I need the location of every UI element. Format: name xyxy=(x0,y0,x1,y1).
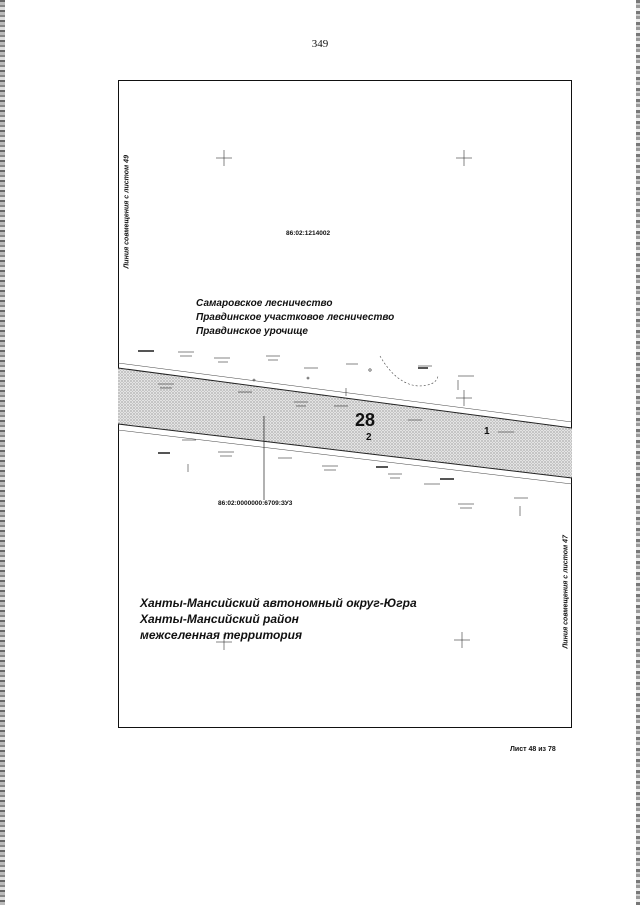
point-number-2: 2 xyxy=(366,432,372,443)
territory-label: межселенная территория xyxy=(140,628,303,642)
scan-edge-left xyxy=(0,0,5,905)
region-label: Ханты-Мансийский автономный округ-Югра xyxy=(140,596,417,610)
forestry-label: Самаровское лесничество xyxy=(196,298,333,309)
tract-label: Правдинское урочище xyxy=(196,326,308,337)
quarter-parcel-label: 86:02:1214002 xyxy=(286,230,331,237)
corridor-band xyxy=(118,368,572,478)
forest-boundary xyxy=(380,356,438,386)
sheet-footer: Лист 48 из 78 xyxy=(510,746,556,753)
point-number-1: 1 xyxy=(484,426,490,437)
plot-number: 28 xyxy=(355,410,376,430)
edge-label-left: Линия совмещения с листом 49 xyxy=(123,155,131,269)
edge-label-right: Линия совмещения с листом 47 xyxy=(562,535,570,649)
district-forestry-label: Правдинское участковое лесничество xyxy=(196,312,395,323)
page-number: 349 xyxy=(311,38,329,50)
district-label: Ханты-Мансийский район xyxy=(140,612,299,626)
map-sheet xyxy=(118,80,572,728)
scan-edge-right xyxy=(636,0,640,905)
corridor-parcel-label: 86:02:0000000:6709:ЗУ3 xyxy=(218,500,293,507)
